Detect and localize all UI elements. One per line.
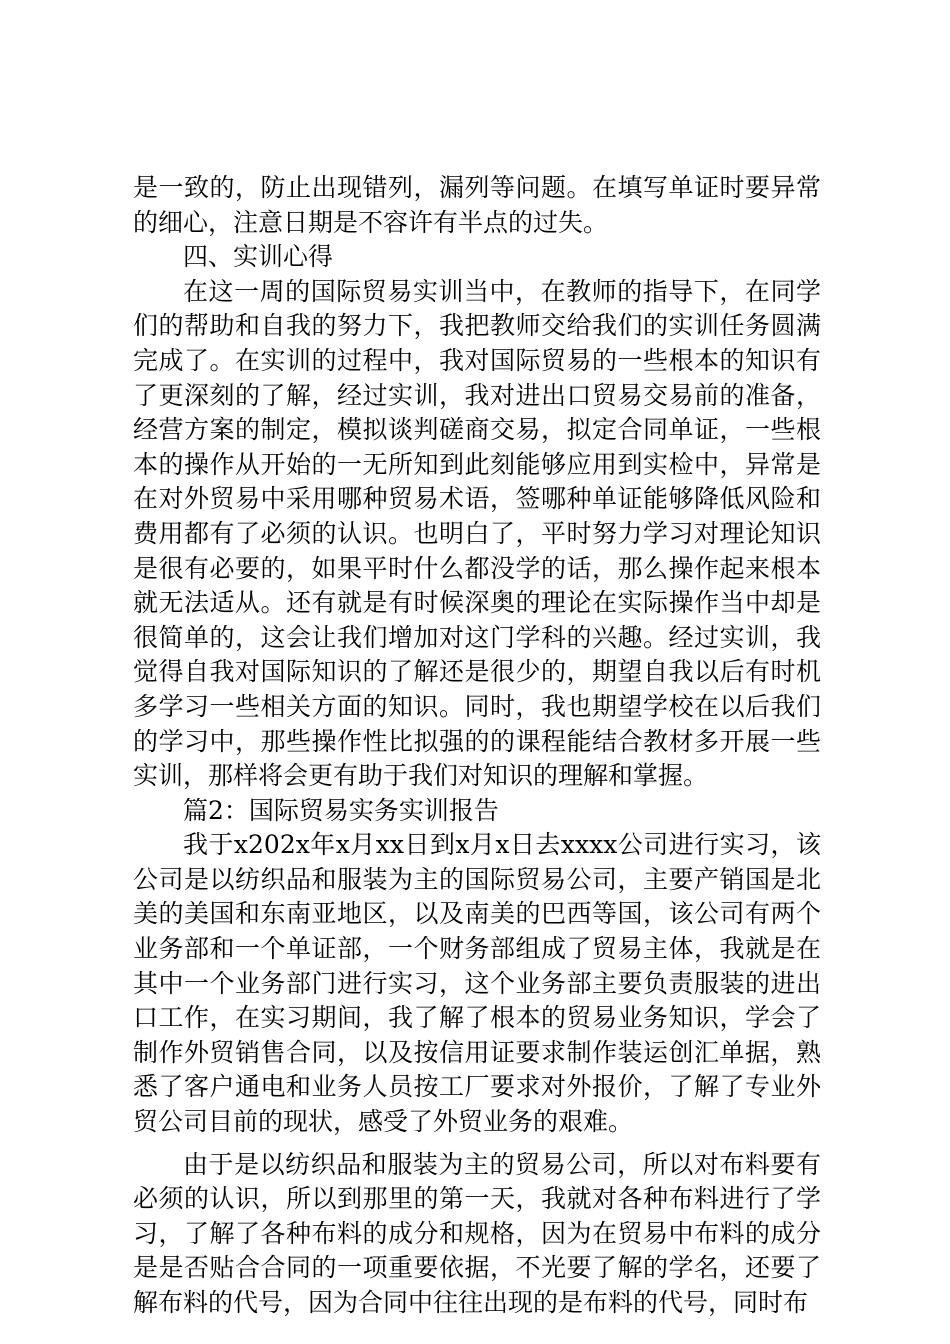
paragraph-fabric: 由于是以纺织品和服装为主的贸易公司，所以对布料要有必须的认识，所以到那里的第一天，我就对各种布料进行了学习，了解了各种布料的成分和规格，因为在贸易中布料的成分是是否贴合合同的一项重要依据，不光要了解的学名，还要了解布料的代号，因为合同中往往出现的是布料的代号，同时布	[133, 1149, 821, 1317]
document-page	[133, 171, 821, 1321]
paragraph-internship: 我于x202x年x月xx日到x月x日去xxxx公司进行实习，该公司是以纺织品和服装为主的国际贸易公司，主要产销国是北美的美国和东南亚地区，以及南美的巴西等国，该公司有两个业务部和一个单证部，一个财务部组成了贸易主体，我就是在其中一个业务部门进行实习，这个业务部主要负责服装的进出口工作，在实习期间，我了解了根本的贸易业务知识，学会了制作外贸销售合同，以及按信用证要求制作装运创汇单据，熟悉了客户通电和业务人员按工厂要求对外报价，了解了专业外贸公司目前的现状，感受了外贸业务的艰难。	[133, 830, 821, 1137]
section-heading-experience: 四、实训心得	[183, 242, 334, 272]
paragraph-experience: 在这一周的国际贸易实训当中，在教师的指导下，在同学们的帮助和自我的努力下，我把教师交给我们的实训任务圆满完成了。在实训的过程中，我对国际贸易的一些根本的知识有了更深刻的了解，经过实训，我对进出口贸易交易前的准备，经营方案的制定，模拟谈判磋商交易，拟定合同单证，一些根本的操作从开始的一无所知到此刻能够应用到实检中，异常是在对外贸易中采用哪种贸易术语，签哪种单证能够降低风险和费用都有了必须的认识。也明白了，平时努力学习对理论知识是很有必要的，如果平时什么都没学的话，那么操作起来根本就无法适从。还有就是有时候深奥的理论在实际操作当中却是很简单的，这会让我们增加对这门学科的兴趣。经过实训，我觉得自我对国际知识的了解还是很少的，期望自我以后有时机多学习一些相关方面的知识。同时，我也期望学校在以后我们的学习中，那些操作性比拟强的的课程能结合教材多开展一些实训，那样将会更有助于我们对知识的理解和掌握。	[133, 276, 821, 791]
section-heading-report-2: 篇2：国际贸易实务实训报告	[183, 795, 499, 825]
paragraph-continued: 是一致的，防止出现错列，漏列等问题。在填写单证时要异常的细心，注意日期是不容许有半点的过失。	[133, 173, 821, 237]
